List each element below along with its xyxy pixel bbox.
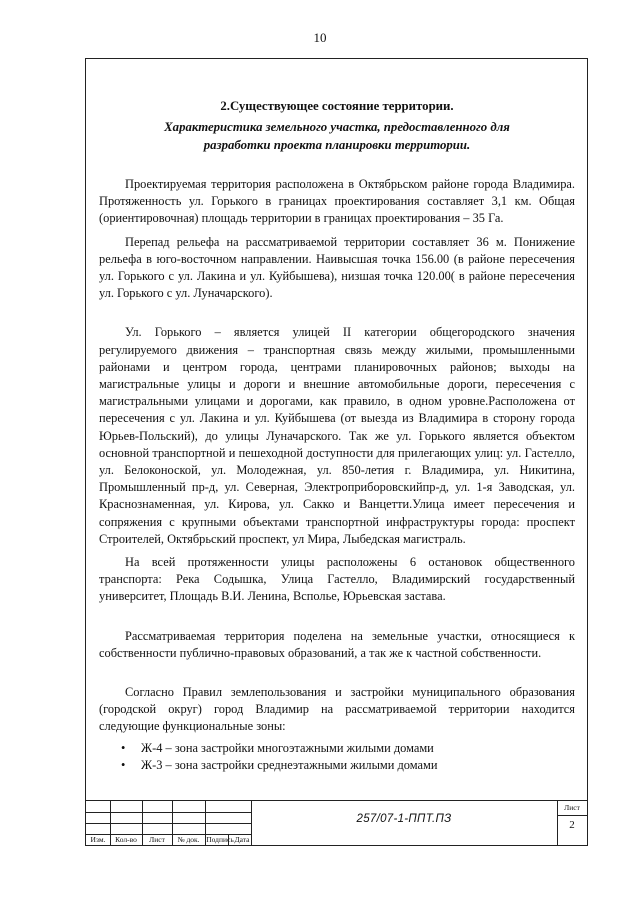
paragraph-area: Проектируемая территория расположена в Октябрьском районе города Владимира. Протяженность ул. Горького в границах проектирования составляет 3,1 км. Общая (ориентировочная) площадь территории в границах проектирования – 35 Га.	[99, 177, 575, 226]
paragraph-transit-stops: На всей протяженности улицы расположены 6 остановок общественного транспорта: Река Содышка, Улица Гастелло, Владимирский государственный университет, Площадь В.И. Ленина, Всполье, Юрьевская застава.	[99, 555, 575, 604]
stamp-col-sheet: Лист	[149, 835, 165, 844]
heading-line-3: разработки проекта планировки территории.	[203, 138, 471, 152]
sheet-number: 2	[569, 819, 575, 831]
list-item: • Ж-4 – зона застройки многоэтажными жилыми домами	[131, 740, 575, 757]
stamp-col-doc-number: № док.	[177, 835, 200, 844]
document-body	[99, 97, 575, 774]
paragraph-land-plots: Рассматриваемая территория поделена на земельные участки, относящиеся к собственности публично-правовых образований, а так же к частной собственности.	[99, 628, 575, 660]
section-heading	[99, 97, 575, 154]
heading-line-1: 2.Существующее состояние территории.	[220, 99, 454, 113]
paragraph-zones-intro: Согласно Правил землепользования и застройки муниципального образования (городской округ) город Владимир на рассматриваемой территории находится следующие функциональные зоны:	[99, 685, 575, 734]
heading-line-2: Характеристика земельного участка, предоставленного для	[164, 120, 510, 134]
zones-list	[99, 740, 575, 774]
document-code: 257/07-1-ППТ.ПЗ	[356, 813, 452, 825]
list-item: • Ж-3 – зона застройки среднеэтажными жилыми домами	[131, 757, 575, 774]
stamp-col-count: Кол-во	[115, 835, 137, 844]
page-number: 10	[313, 30, 327, 45]
title-block-stamp	[86, 800, 587, 845]
paragraph-relief: Перепад рельефа на рассматриваемой территории составляет 36 м. Понижение рельефа в юго-восточном направлении. Наивысшая точка 156.00 (в районе пересечения ул. Горького с ул. Лакина и ул. Куйбышева), низшая точка 120.00( в районе пересечения ул. Горького с ул. Луначарского).	[99, 234, 575, 301]
sheet-label: Лист	[564, 803, 580, 812]
stamp-col-change: Изм.	[90, 835, 106, 844]
document-frame	[85, 58, 588, 846]
stamp-col-date: Дата	[234, 835, 250, 844]
paragraph-street-description: Ул. Горького – является улицей II категории общегородского значения регулируемого движения – транспортная связь между жилыми, промышленными районами и центром города, центрами планировочных районов; выходы на магистральные улицы и дороги и внешние автомобильные дороги, пересечения с магистральными улицами и дорогами, как правило, в одном уровне.Расположена от пересечения с ул. Лакина и ул. Куйбышева (от выезда из Владимира в сторону города Юрьев-Польский), до улицы Луначарского. Так же ул. Горького является объектом основной транспортной и пешеходной доступности для прилегающих улиц: ул. Гастелло, ул. Белоконоской, ул. Молодежная, ул. 850-летия г. Владимира, ул. Никитина, Промышленный пр-д, ул. Северная, Электроприборовскийпр-д, ул. 1-я Заводская, ул. Краснознаменная, ул. Кирова, ул. Сакко и Ванцетти.Улица имеет пересечения и сопряжения с крупными объектами транспортной инфраструктуры города: проспект Строителей, Октябрьский проспект, ул Мира, Лыбедская магистраль.	[99, 325, 575, 546]
stamp-col-signature: Подпись	[206, 835, 234, 844]
